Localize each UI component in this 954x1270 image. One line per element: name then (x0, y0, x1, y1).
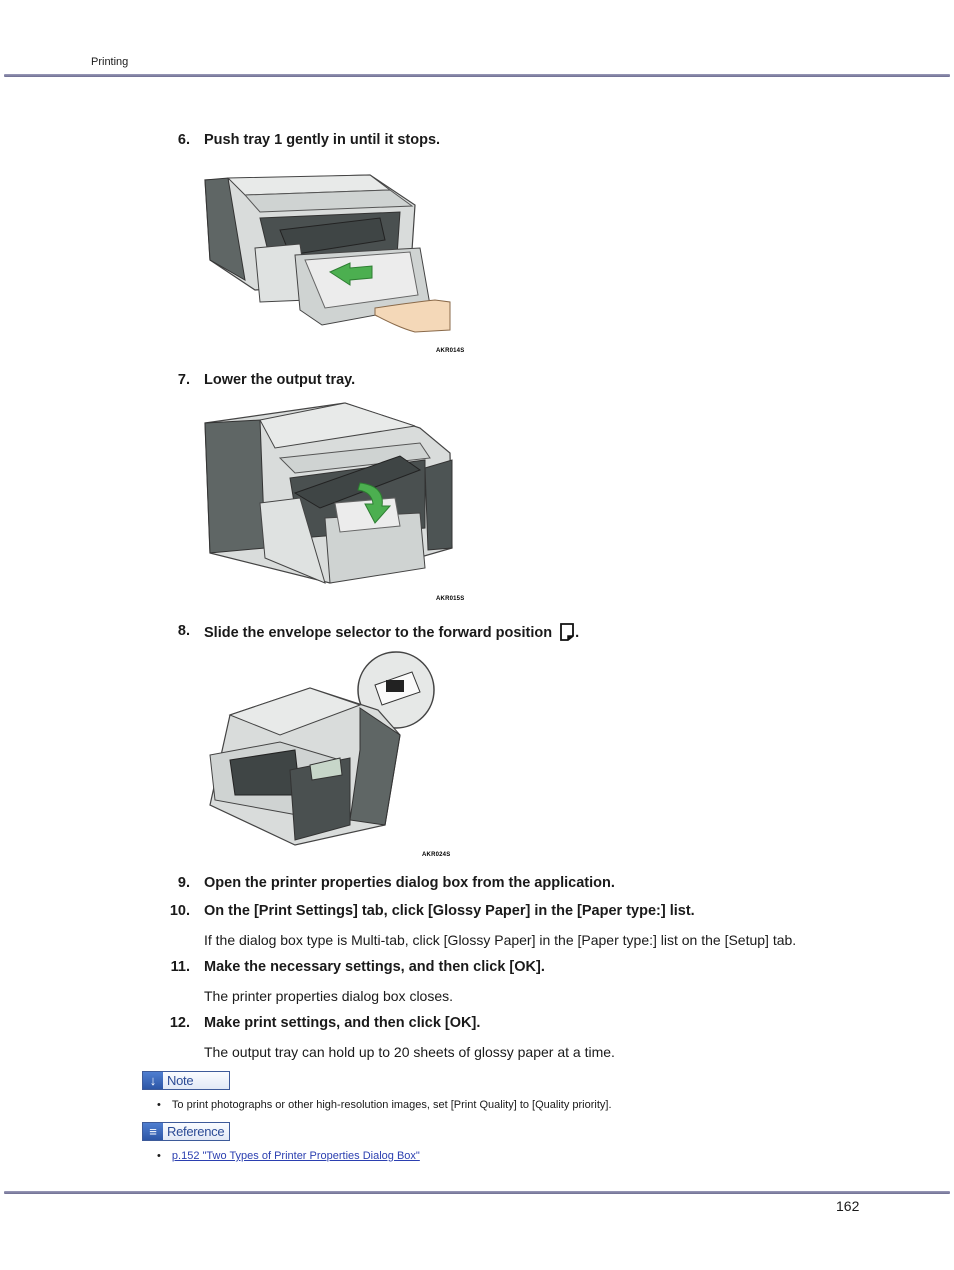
step-10-detail: If the dialog box type is Multi-tab, click [Glossy Paper] in the [Paper type:] list on the [Setup] tab. (204, 932, 797, 948)
step-number: 8. (177, 623, 190, 639)
note-badge (142, 1071, 230, 1090)
step-number: 9. (177, 875, 190, 891)
step-text: Make the necessary settings, and then click [OK]. (204, 959, 545, 975)
step-11 (0, 959, 954, 979)
step-text-wrapper (204, 623, 579, 641)
step-text-end: . (575, 625, 580, 641)
bullet-icon: • (157, 1150, 161, 1162)
step-number: 7. (177, 372, 190, 388)
step-9 (0, 875, 954, 895)
figure-label: AKR024S (422, 852, 451, 858)
reference-label: Reference (167, 1124, 225, 1139)
step-text: Slide the envelope selector to the forward position (204, 625, 553, 641)
header-section-title: Printing (91, 56, 129, 68)
figure-label: AKR015S (436, 596, 465, 602)
down-arrow-icon: ↓ (143, 1072, 163, 1089)
step-number: 6. (177, 132, 190, 148)
step-number: 11. (170, 959, 190, 975)
step-text: On the [Print Settings] tab, click [Glossy Paper] in the [Paper type:] list. (204, 903, 695, 919)
step-number: 12. (169, 1015, 190, 1031)
document-icon: ≡ (143, 1123, 163, 1140)
step-text: Make print settings, and then click [OK]. (204, 1015, 481, 1031)
printer-output-tray-illustration (200, 398, 472, 604)
step-10 (0, 903, 954, 923)
note-item (157, 1099, 612, 1111)
figure-label: AKR014S (436, 348, 465, 354)
step-text: Open the printer properties dialog box from the application. (204, 875, 615, 891)
footer-rule (4, 1191, 950, 1194)
reference-badge (142, 1122, 230, 1141)
step-12 (0, 1015, 954, 1035)
page-number: 162 (836, 1198, 860, 1214)
reference-item (157, 1150, 420, 1162)
envelope-forward-position-icon (559, 623, 575, 641)
note-label: Note (167, 1073, 194, 1088)
step-8 (0, 623, 954, 643)
reference-link[interactable]: p.152 "Two Types of Printer Properties Dialog Box" (171, 1150, 420, 1162)
bullet-icon: • (157, 1099, 161, 1111)
step-7 (0, 372, 954, 392)
step-11-detail: The printer properties dialog box closes. (204, 988, 454, 1004)
step-6 (0, 132, 954, 152)
step-number: 10. (169, 903, 190, 919)
note-item-text: To print photographs or other high-resolution images, set [Print Quality] to [Quality priority]. (171, 1099, 612, 1111)
step-12-detail: The output tray can hold up to 20 sheets of glossy paper at a time. (204, 1044, 615, 1060)
step-text: Lower the output tray. (204, 372, 356, 388)
step-text: Push tray 1 gently in until it stops. (204, 132, 441, 148)
printer-tray-push-illustration (200, 160, 472, 360)
printer-envelope-selector-illustration (200, 650, 472, 860)
header-rule (4, 74, 950, 77)
